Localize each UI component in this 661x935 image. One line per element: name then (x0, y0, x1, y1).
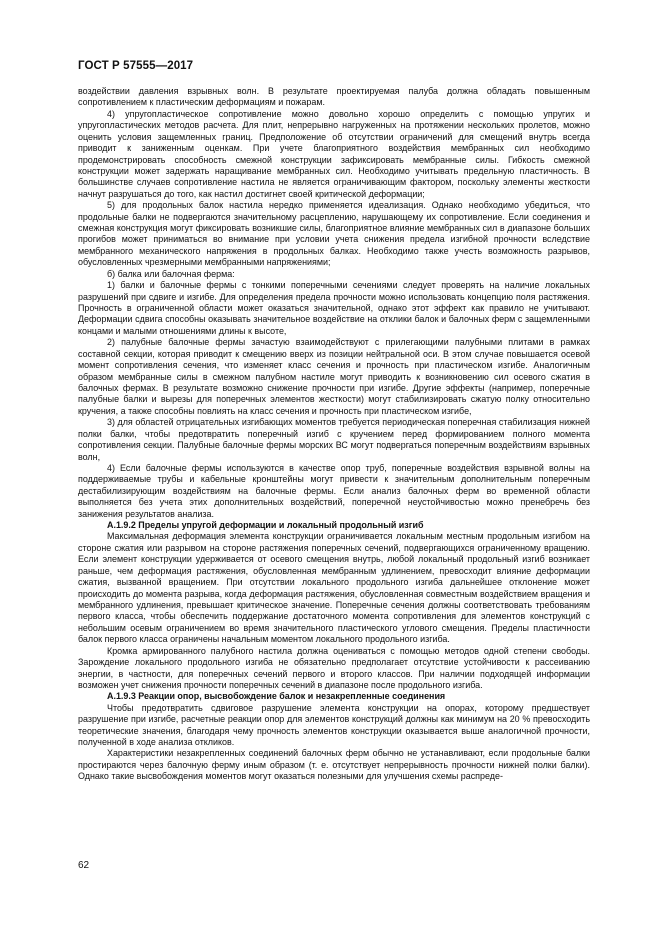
paragraph-sub-item-1: 1) балки и балочные фермы с тонкими поперечными сечениями следует проверять на наличие локальных разрушений при сдвиге и изгибе. Для определения предела прочности можно использовать концепцию поля растяжения. Прочность в ограниченной области может оказаться значительной, однако этот эффект как правило не учитывают. Деформации сдвига способны оказывать значительное воздействие на отклики балок и балочных ферм с защемленными концами и малыми отношениями длины к высоте, (78, 280, 590, 336)
document-code-header: ГОСТ Р 57555—2017 (78, 60, 194, 72)
paragraph-sub-item-4: 4) Если балочные фермы используются в качестве опор труб, поперечные воздействия взрывной волны на поддерживаемые трубы и кабельные кронштейны могут привести к значительным дополнительным поперечным дестабилизирующим воздействиям на балочные фермы. Если анализ балочных ферм во временной области выполняется без учета этих дополнительных воздействий, поперечной неустойчивостью можно пренебречь без занижения результатов анализа. (78, 462, 590, 519)
section-heading-a192: А.1.9.2 Пределы упругой деформации и локальный продольный изгиб (107, 520, 424, 531)
paragraph-a193-2: Характеристики незакрепленных соединений балочных ферм обычно не устанавливают, если продольные балки простираются через балочную ферму иным образом (т. е. отсутствует непрерывность прочности нижней полки балки). Однако такие высвобождения моментов могут оказаться полезными для улучшения схемы распреде- (78, 748, 590, 782)
paragraph-sub-item-3: 3) для областей отрицательных изгибающих моментов требуется периодическая поперечная стабилизация нижней полки балки, чтобы предотвратить поперечный изгиб с кручением перед формированием полного момента сопротивления секции. Палубные балочные фермы морских ВС могут подвергаться поперечным воздействиям взрывных волн, (78, 417, 590, 462)
section-heading-a193: А.1.9.3 Реакции опор, высвобождение балок и незакрепленные соединения (107, 691, 446, 702)
paragraph-a193-1: Чтобы предотвратить сдвиговое разрушение элемента конструкции на опорах, которому предшествует разрушение при изгибе, расчетные реакции опор для элементов конструкций должны как минимум на 20 % превосходить теоретические значения, благодаря чему прочность элементов конструкции оказывается выше аналогичной прочности, полученной в ходе анализа откликов. (78, 702, 590, 748)
paragraph-item-b: б) балка или балочная ферма: (107, 268, 235, 279)
paragraph-sub-item-2: 2) палубные балочные фермы зачастую взаимодействуют с прилегающими палубными плитами в рамках составной секции, которая приводит к смещению вверх из позиции нейтральной оси. В этом случае повышается осевой момент сопротивления сечения, что изменяет класс сечения и прочность при пластическом изгибе. Аналогичным образом мембранные силы в смежном палубном настиле могут приводить к возникновению сил осевого сжатия в балочных фермах. В результате возможно снижение прочности при изгибе. Другие эффекты (например, поперечные палубные балки и вырезы для поперечных элементов жесткости) могут стабилизировать сжатую полку относительно кручения, а также способны повлиять на класс сечения и прочность при пластическом изгибе, (78, 337, 590, 416)
page-number: 62 (78, 860, 90, 871)
paragraph-a192-1: Максимальная деформация элемента конструкции ограничивается локальным местным продольным изгибом на стороне сжатия или разрывом на стороне растяжения поперечных сечений, подвергающихся ограниченному вращению. Если элемент конструкции удерживается от осевого смещения внутрь, любой локальный продольный изгиб возникает раньше, чем деформация растяжения, обусловленная мембранным удлинением, превосходит влияние деформации сжатия, вызванной вращением. При отсутствии локального продольного изгиба дальнейшее отклонение может происходить до момента разрыва, когда деформация растяжения, обусловленная совместным воздействием вращения и мембранного удлинения, превышает критическое значение. Поперечные сечения должны соответствовать требованиям первого класса, чтобы обеспечить поддержание достаточного момента сопротивления для элементов конструкций с небольшим осевым ограничением во время значительного пластического углового смещения. Пределы пластичности балок первого класса ограничены начальным моментом локального продольного изгиба. (78, 531, 590, 645)
paragraph-item-4: 4) упругопластическое сопротивление можно довольно хорошо определить с помощью упругих и упругопластических методов расчета. Для плит, непрерывно нагруженных на протяжении нескольких пролетов, можно оценить условия защемленных границ. Предположение об отсутствии ограничений для смещений внутрь всегда приводит к заниженным оценкам. При учете благоприятного воздействия мембранных сил необходимо продемонстрировать способность смежной конструкции зафиксировать мембранные силы. Гибкость смежной конструкции может задержать наращивание мембранных сил. Необходимо учитывать предельную пластичность. В большинстве случаев сопротивление настила не является ограничивающим фактором, поскольку элементы жесткости начнут разрушаться до того, как настил достигнет своей критической деформации; (78, 108, 590, 199)
page-body (78, 86, 590, 783)
paragraph-item-5: 5) для продольных балок настила нередко применяется идеализация. Однако необходимо убедиться, что продольные балки не подвергаются значительному расцеплению, нарушающему их сопротивление. Если соединения и смежная конструкция могут фиксировать возникшие силы, благоприятное влияние мембранных сил в диапазоне больших прогибов может приниматься во внимание при условии учета снижения предела изгибной прочности вследствие мембранного механического напряжения в продольных балках. Необходимо также учесть возможность разрывов, обусловленных чрезмерными мембранными напряжениями; (78, 200, 590, 268)
paragraph-continuation: воздействии давления взрывных волн. В результате проектируемая палуба должна обладать повышенным сопротивлением к пластическим деформациям и пожарам. (78, 86, 590, 108)
paragraph-a192-2: Кромка армированного палубного настила должна оцениваться с помощью методов одной степени свободы. Зарождение локального продольного изгиба не обязательно предполагает отсутствие устойчивости к рассеиванию энергии, в частности, для поперечных сечений первого и второго классов. При наличии подходящей информации возможен учет снижения прочности поперечных сечений в диапазоне после продольного изгиба. (78, 645, 590, 690)
